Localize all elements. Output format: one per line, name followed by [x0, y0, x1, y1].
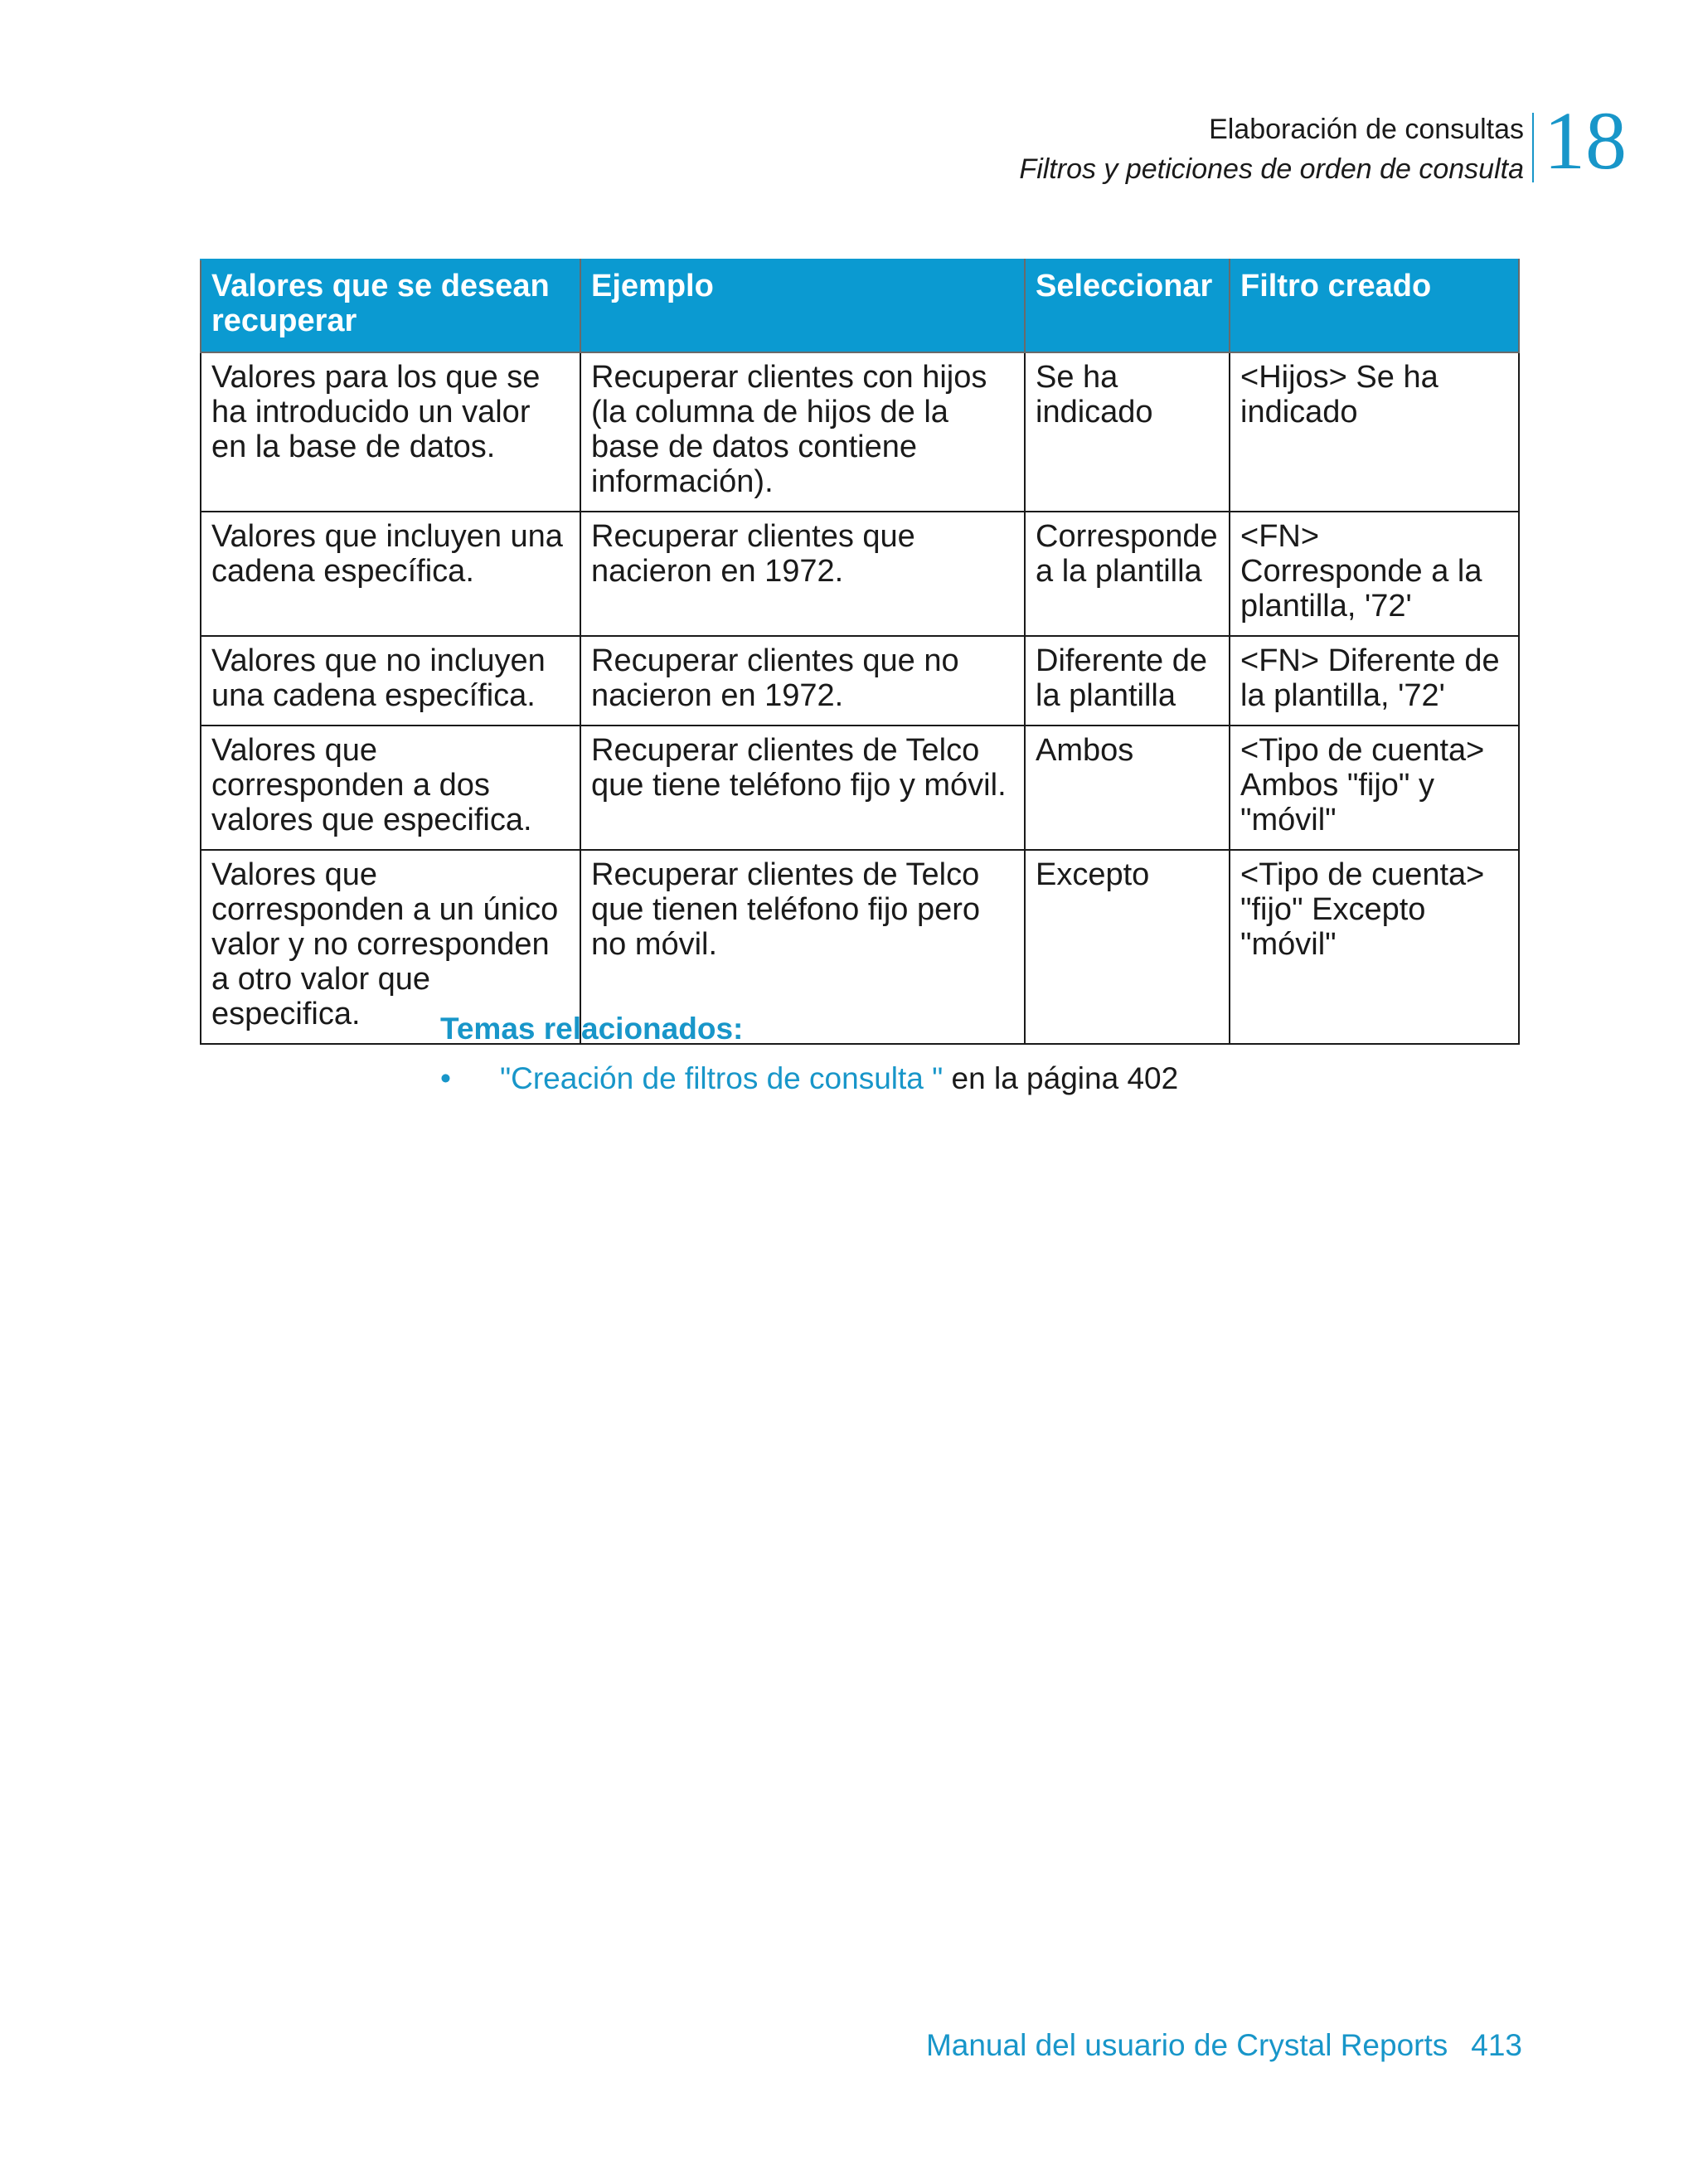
list-item: [440, 1060, 1178, 1098]
chapter-title: Elaboración de consultas: [1209, 114, 1524, 145]
table-cell: Valores que corresponden a un único valor y no corresponden a otro valor que especifica.: [201, 850, 580, 1044]
chapter-number: 18: [1544, 95, 1627, 187]
table-cell: Ambos: [1025, 726, 1230, 850]
page-footer: [926, 2026, 1522, 2065]
related-topics-list: [440, 1060, 1178, 1098]
column-header-select: Seleccionar: [1025, 260, 1230, 352]
running-header: [1019, 109, 1524, 189]
table-cell: <Tipo de cuenta> Ambos "fijo" y "móvil": [1230, 726, 1519, 850]
table-cell: <FN> Corresponde a la plantilla, '72': [1230, 512, 1519, 636]
column-header-values: Valores que se desean recuperar: [201, 260, 580, 352]
page-reference: en la página 402: [943, 1061, 1179, 1095]
table-row: [201, 512, 1519, 636]
table-cell: Recuperar clientes que nacieron en 1972.: [580, 512, 1025, 636]
table-cell: Valores que incluyen una cadena específica.: [201, 512, 580, 636]
table-cell: Recuperar clientes que no nacieron en 1972.: [580, 636, 1025, 726]
table-row: [201, 636, 1519, 726]
table-cell: Diferente de la plantilla: [1025, 636, 1230, 726]
manual-title: Manual del usuario de Crystal Reports: [925, 2028, 1448, 2062]
table-cell: Corresponde a la plantilla: [1025, 512, 1230, 636]
table-header-row: [201, 260, 1519, 352]
related-topics: [440, 1010, 1178, 1098]
table-cell: Recuperar clientes de Telco que tiene teléfono fijo y móvil.: [580, 726, 1025, 850]
table-cell: Excepto: [1025, 850, 1230, 1044]
table-cell: Se ha indicado: [1025, 352, 1230, 512]
table-cell: <Tipo de cuenta> "fijo" Excepto "móvil": [1230, 850, 1519, 1044]
column-header-example: Ejemplo: [580, 260, 1025, 352]
table-cell: <Hijos> Se ha indicado: [1230, 352, 1519, 512]
column-header-filter: Filtro creado: [1230, 260, 1519, 352]
table-cell: Recuperar clientes de Telco que tienen teléfono fijo pero no móvil.: [580, 850, 1025, 1044]
table-cell: <FN> Diferente de la plantilla, '72': [1230, 636, 1519, 726]
header-divider: [1532, 113, 1534, 182]
table-row: [201, 352, 1519, 512]
related-topics-title: Temas relacionados:: [440, 1012, 744, 1046]
section-title: Filtros y peticiones de orden de consulta: [1019, 153, 1524, 185]
table-cell: Recuperar clientes con hijos (la columna de hijos de la base de datos contiene información).: [580, 352, 1025, 512]
related-topic-link[interactable]: "Creación de filtros de consulta ": [500, 1061, 944, 1095]
table-cell: Valores que no incluyen una cadena específica.: [201, 636, 580, 726]
page-number: 413: [1471, 2028, 1522, 2062]
filter-table: [200, 259, 1520, 1045]
table-row: [201, 726, 1519, 850]
table-cell: Valores para los que se ha introducido un valor en la base de datos.: [201, 352, 580, 512]
bullet-icon: •: [440, 1061, 451, 1095]
table-cell: Valores que corresponden a dos valores que especifica.: [201, 726, 580, 850]
